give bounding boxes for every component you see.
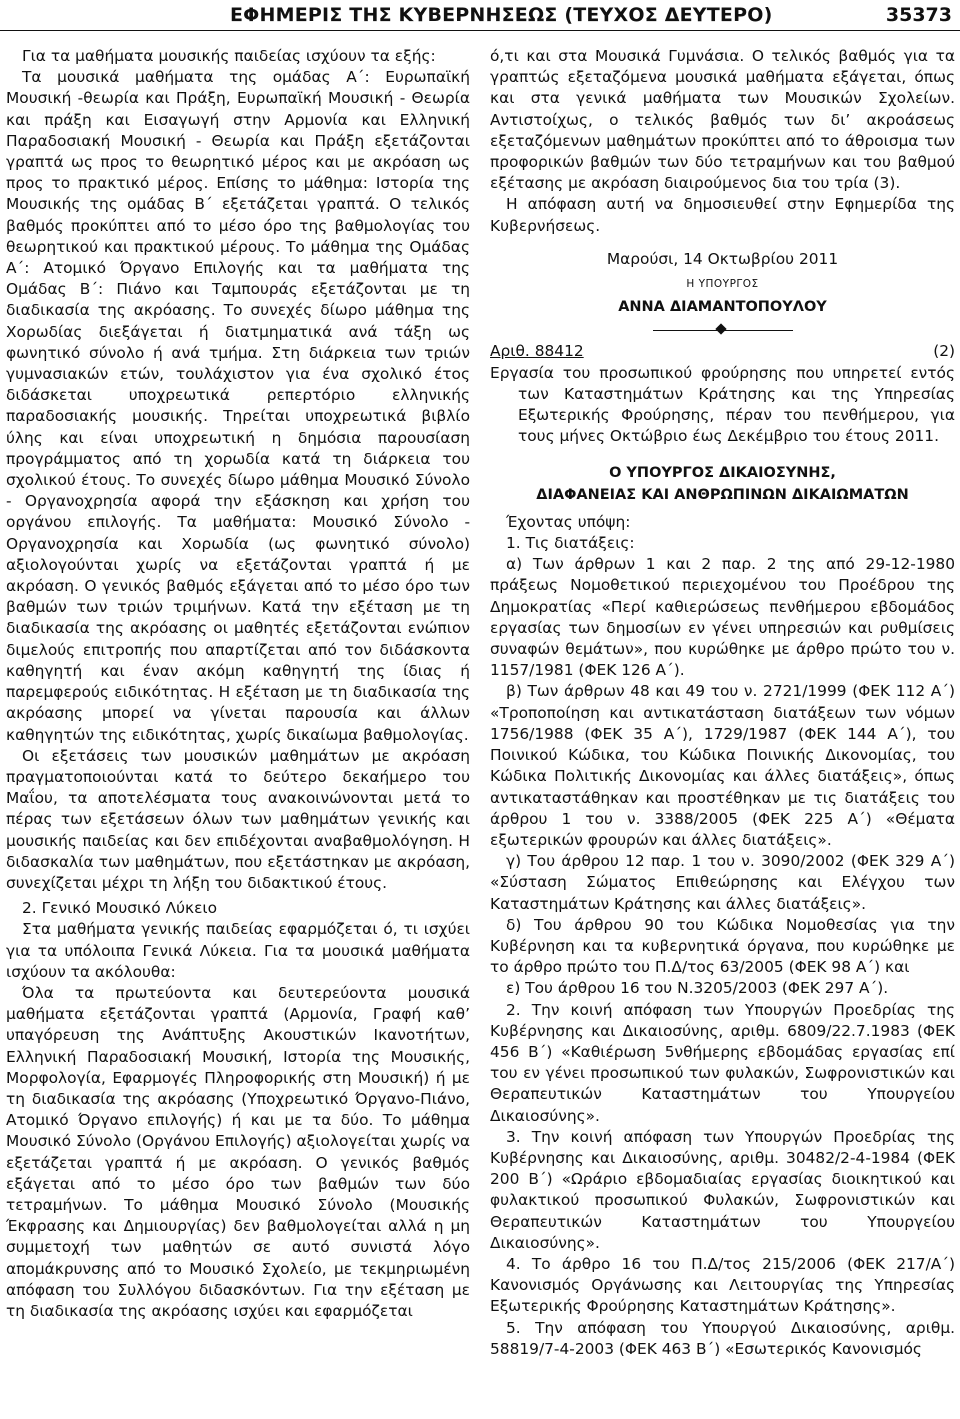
minister-heading: Ο ΥΠΟΥΡΓΟΣ ΔΙΚΑΙΟΣΥΝΗΣ, [609,465,836,482]
list-item: 1. Τις διατάξεις: [506,534,635,553]
paragraph: Η απόφαση αυτή να δημοσιευθεί στην Εφημερίδα της Κυβερνήσεως. [490,195,955,235]
separator [653,330,793,331]
page-header [0,0,960,36]
decision-index: (2) [933,342,955,361]
list-item: α) Των άρθρων 1 και 2 παρ. 2 της από 29-12-1980 πράξεως Νομοθετικού περιεχομένου του Προέδρου της Δημοκρατίας «Περί καθιερώσεως πενθήμερου εβδομάδος εργασίας των δημοσίων εν γένει υπηρεσιών και ρυθμίσεις συναφών θεμάτων», που κυρώθηκε με άρθρο πρώτο του ν. 1157/1981 (ΦΕΚ 126 Α΄). [490,555,955,680]
list-item: 4. Το άρθρο 16 του Π.Δ/τος 215/2006 (ΦΕΚ 217/Α΄) Κανονισμός Οργάνωσης και Λειτουργίας της Υπηρεσίας Εξωτερικής Φρούρησης Καταστημάτων Κράτησης». [490,1254,955,1316]
paragraph: ό,τι και στα Μουσικά Γυμνάσια. Ο τελικός βαθμός για τα γραπτώς εξεταζόμενα μουσικά μαθήματα εξάγεται, όπως και στα γενικά μαθήματα των Μουσικών Σχολείων. Αντιστοίχως, ο τελικός βαθμός των δι’ ακροάσεως εξεταζόμενων μαθημάτων προκύπτει από το άθροισμα των προφορικών βαθμών των δύο τετραμήνων και του βαθμού εξέτασης με ακρόαση διαιρούμενος δια του τρία (3). [490,47,955,193]
minister-heading-2: ΔΙΑΦΑΝΕΙΑΣ ΚΑΙ ΑΝΘΡΩΠΙΝΩΝ ΔΙΚΑΙΩΜΑΤΩΝ [536,486,909,503]
header-rule [0,30,960,31]
gazette-title: ΕΦΗΜΕΡΙΣ ΤΗΣ ΚΥΒΕΡΝΗΣΕΩΣ (ΤΕΥΧΟΣ ΔΕΥΤΕΡΟ) [230,4,773,26]
list-item: δ) Του άρθρου 90 του Κώδικα Νομοθεσίας για την Κυβέρνηση και τα κυβερνητικά όργανα, που κυρώθηκε με το άρθρο πρώτο του Π.Δ/τος 63/2005 (ΦΕΚ 98 Α΄) και [490,915,955,977]
paragraph: Για τα μαθήματα μουσικής παιδείας ισχύουν τα εξής: [22,47,436,65]
list-item: ε) Του άρθρου 16 του Ν.3205/2003 (ΦΕΚ 297 Α΄). [506,979,889,998]
right-column [490,46,955,1360]
considering: Έχοντας υπόψη: [506,512,631,531]
list-item: γ) Του άρθρου 12 παρ. 1 του ν. 3090/2002 (ΦΕΚ 329 Α΄) «Σύσταση Σώματος Επιθεώρησης και Ελέγχου των Καταστημάτων Κράτησης και άλλες διατάξεις». [490,852,955,913]
signatory-title: Η ΥΠΟΥΡΓΟΣ [686,278,759,291]
decision-subject: Εργασία του προσωπικού φρούρησης που υπηρετεί εντός των Καταστημάτων Κράτησης και της Υπηρεσίας Εξωτερικής Φρούρησης, πέραν του πενθήμερου, για τους μήνες Οκτώβριο έως Δεκέμβριο του έτους 2011. [490,363,955,446]
list-item: β) Των άρθρων 48 και 49 του ν. 2721/1999 (ΦΕΚ 112 Α΄) «Τροποποίηση και αντικατάσταση διατάξεων των νόμων 1756/1988 (ΦΕΚ 35 Α΄), 1729/1987 (ΦΕΚ 144 Α΄), του Ποινικού Κώδικα, του Κώδικα Ποινικής Δικονομίας, του Κώδικα Πολιτικής Δικονομίας και άλλες διατάξεις», όπως αντικαταστάθηκαν και προστέθηκαν με τις διατάξεις του άρθρου 1 του ν. 3388/2005 (ΦΕΚ 225 Α΄) «Θέματα εξωτερικών φρουρών και άλλες διατάξεις». [490,682,955,849]
paragraph: Όλα τα πρωτεύοντα και δευτερεύοντα μουσικά μαθήματα εξετάζονται γραπτά (Αρμονία, Γραφή καθ’ υπαγόρευση της Ανάπτυξης Ακουστικών Ικανοτήτων, Ελληνική Παραδοσιακή Μουσική, Ιστορία της Μουσικής, Μορφολογία, Εφαρμογές Πληροφορικής στη Μουσική) ή με τη διαδικασία της ακρόασης (Υποχρεωτικό Όργανο-Πιάνο, Ατομικό Όργανο επιλογής) ή και με τα δύο. Το μάθημα Μουσικό Σύνολο (Οργάνου Επιλογής) αξιολογείται χωρίς να εξετάζεται γραπτά ή με ακρόαση. Ο γενικός βαθμός εξάγεται από το μέσο όρο των βαθμών των δύο τετραμήνων. Το μάθημα Μουσικό Σύνολο (Μουσικής Έκφρασης και Δημιουργίας) δεν βαθμολογείται αλλά η μη συμμετοχή των μαθητών σε αυτό συνιστά λόγο απομάκρυνσης από το Μουσικό Σχολείο, με τεκμηριωμένη απόφαση του Συλλόγου διδασκόντων. Για την εξέταση με τη διαδικασία της ακρόασης ισχύει και εφαρμόζεται [6,983,470,1320]
diamond-icon [715,324,726,335]
signatory-name: ΑΝΝΑ ΔΙΑΜΑΝΤΟΠΟΥΛΟΥ [618,299,827,316]
list-item: 3. Την κοινή απόφαση των Υπουργών Προεδρίας της Κυβέρνησης και Δικαιοσύνης, αριθμ. 30482/2-4-1984 (ΦΕΚ 200 Β΄) «Ωράριο εβδομαδιαίας εργασίας διοικητικού και φυλακτικού προσωπικού Φυλακών, Σωφρονιστικών και Θεραπευτικών Καταστημάτων του Υπουργείου Δικαιοσύνης». [490,1127,955,1252]
section-heading: 2. Γενικό Μουσικό Λύκειο [22,899,218,918]
list-item: 2. Την κοινή απόφαση των Υπουργών Προεδρίας της Κυβέρνησης και Δικαιοσύνης, αριθμ. 6809/22.7.1983 (ΦΕΚ 456 Β΄) «Καθιέρωση 5νθήμερης εβδομάδας εργασίας επί του εν γένει προσωπικού των φυλακών, Σωφρονιστικών και Θεραπευτικών Καταστημάτων του Υπουργείου Δικαιοσύνης». [490,1000,955,1125]
paragraph: Στα μαθήματα γενικής παιδείας εφαρμόζεται ό, τι ισχύει για τα υπόλοιπα Γενικά Λύκεια. Για τα μουσικά μαθήματα ισχύουν τα ακόλουθα: [6,920,470,981]
paragraph: Τα μουσικά μαθήματα της ομάδας Α΄: Ευρωπαϊκή Μουσική -θεωρία και Πράξη, Ευρωπαϊκή Μουσική - Θεωρία και πράξη και Εισαγωγή στην Αρμονία και Ελληνική Παραδοσιακή Μουσική - Θεωρία και Πράξη εξετάζονται γραπτά ως προς το θεωρητικό μέρος και με ακρόαση ως προς το πρακτικό μέρος. Επίσης το μάθημα: Ιστορία της Μουσικής της ομάδας Β΄ εξετάζεται γραπτά. Ο τελικός βαθμός προκύπτει από το μέσο όρο της βαθμολογίας του θεωρητικού και πρακτικού μέρους. Το μάθημα της Ομάδας Α΄: Ατομικό Όργανο Επιλογής και τα μαθήματα της Ομάδας Β΄: Πιάνο και Ταμπουράς εξετάζονται με τη διαδικασία της ακρόασης. Το συνεχές δίωρο μάθημα της Χορωδίας διεξάγεται ή διατμηματικά ανά τάξη ως φωνητικό σύνολο ή ανά τμήμα. Στη διάρκεια των τριών γυμνασιακών ετών, τουλάχιστον για ένα σχολικό έτος διδάσκεται υποχρεωτικά ρεπερτόριο ελληνικής παραδοσιακής μουσικής. Τηρείται υποχρεωτικά βιβλίο ύλης και είναι υποχρεωτική η δημόσια παρουσίαση προγράμματος από τη χορωδία κατά τη διάρκεια του σχολικού έτους. Το συνεχές δίωρο μάθημα Μουσικό Σύνολο - Οργανοχρησία αφορά την εξάσκηση και χρήση του οργάνου επιλογής. Τα μαθήματα: Μουσικό Σύνολο - Οργανοχρησία και Χορωδία (ως φωνητικό σύνολο) αξιολογούνται χωρίς να εξετάζονται γραπτά ή με ακρόαση. Ο γενικός βαθμός εξάγεται από το μέσο όρο των βαθμών των τριών τριμήνων. Κατά την εξέταση με τη διαδικασία της ακρόασης οι μαθητές εξετάζονται ενώπιον διμελούς επιτροπής που απαρτίζεται από τον διδάσκοντα καθηγητή και έναν ακόμη καθηγητή της ίδιας ή παρεμφερούς ειδικότητας. Η εξέταση με τη διαδικασία της ακρόασης μπορεί να γίνεται παρουσία και άλλων καθηγητών της ειδικότητας, χωρίς δικαίωμα βαθμολογίας. [6,68,470,744]
place-date: Μαρούσι, 14 Οκτωβρίου 2011 [606,249,839,268]
decision-number-row [490,341,955,362]
page-number: 35373 [885,4,952,26]
left-column [6,46,470,1322]
list-item: 5. Την απόφαση του Υπουργού Δικαιοσύνης, αριθμ. 58819/7-4-2003 (ΦΕΚ 463 Β΄) «Εσωτερικός Κανονισμός [490,1318,955,1358]
decision-number: Αριθ. 88412 [490,342,584,361]
paragraph: Οι εξετάσεις των μουσικών μαθημάτων με ακρόαση πραγματοποιούνται κατά το δεύτερο δεκαήμερο του Μαΐου, τα αποτελέσματα τους ανακοινώνονται μετά το πέρας των εξετάσεων όλων των μαθημάτων γενικής και μουσικής παιδείας και δεν επιδέχονται αναβαθμολόγηση. Η διδασκαλία των μαθημάτων, που εξετάστηκαν με ακρόαση, συνεχίζεται μέχρι τη λήξη του διδακτικού έτους. [6,746,470,892]
